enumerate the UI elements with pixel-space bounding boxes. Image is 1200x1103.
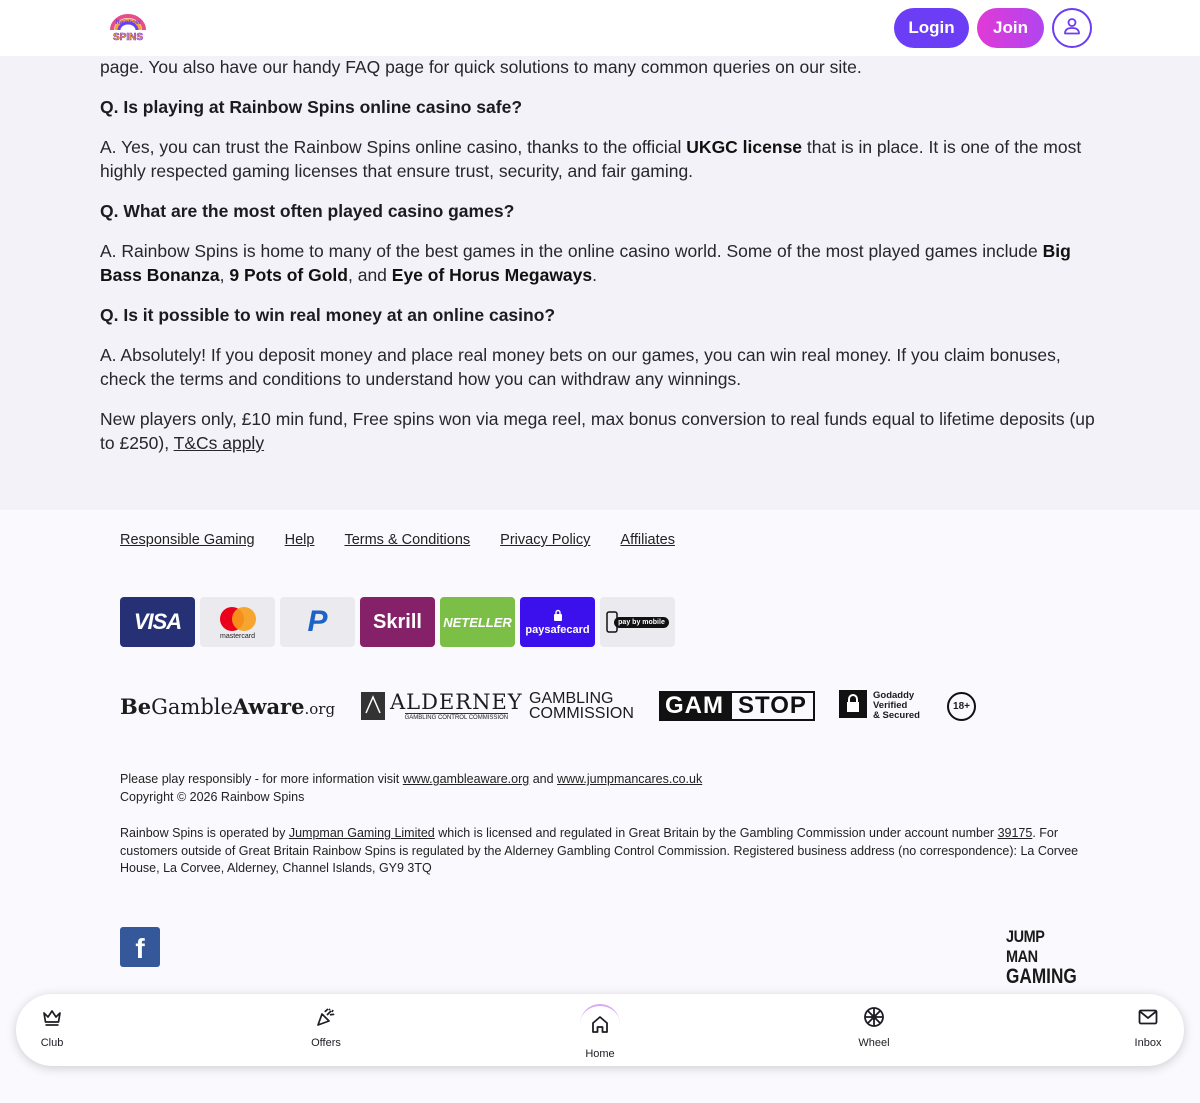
- legal-text: Rainbow Spins is operated by Jumpman Gaming Limited which is licensed and regulated in Great Britain by the Gambling Commission under account number 39175. For customers outside of Great Britain Rainbow Spins is regulated by the Alderney Gambling Control Commission. Registered business address (no correspondence): La Corvee House, La Corvee, Alderney, Channel Islands, GY9 3TQ: [120, 826, 1079, 875]
- mastercard-logo: mastercard: [200, 597, 275, 647]
- license-number-link[interactable]: 39175: [997, 826, 1033, 840]
- gambleaware-link[interactable]: www.gambleaware.org: [402, 772, 530, 786]
- copyright: Copyright © 2026 Rainbow Spins: [120, 790, 305, 804]
- top-header: [0, 0, 1200, 56]
- godaddy-verified-logo[interactable]: Godaddy Verified & Secured: [839, 690, 920, 722]
- payment-methods: [120, 597, 675, 647]
- mail-icon: [1137, 1006, 1159, 1037]
- home-bubble: [580, 1004, 620, 1044]
- promo-terms: New players only, £10 min fund, Free spins won via mega reel, max bonus conversion to real funds equal to lifetime deposits (up to £250), T&Cs apply: [100, 409, 1095, 453]
- visa-logo: VISA: [120, 597, 195, 647]
- party-popper-icon: [315, 1006, 337, 1037]
- paysafecard-logo: paysafecard: [520, 597, 595, 647]
- nav-inbox[interactable]: Inbox: [1113, 1006, 1183, 1049]
- faq-question-safe: Q. Is playing at Rainbow Spins online casino safe?: [100, 97, 523, 117]
- regulator-logos: [120, 690, 980, 722]
- nav-wheel[interactable]: Wheel: [839, 1006, 909, 1049]
- nav-home[interactable]: Home: [565, 1004, 635, 1060]
- user-icon: [1062, 16, 1082, 41]
- footer-link-responsible-gaming[interactable]: Responsible Gaming: [120, 532, 255, 548]
- gambling-commission-logo[interactable]: GAMBLING COMMISSION: [529, 690, 634, 722]
- footer-link-privacy[interactable]: Privacy Policy: [500, 532, 591, 548]
- jumpman-gaming-logo: JUMP MAN GAMING: [1006, 927, 1077, 988]
- nav-offers[interactable]: Offers: [291, 1006, 361, 1049]
- jumpmancares-link[interactable]: www.jumpmancares.co.uk: [557, 772, 703, 786]
- faq-question-real-money: Q. Is it possible to win real money at an online casino?: [100, 305, 556, 325]
- wheel-icon: [863, 1006, 885, 1037]
- skrill-logo: Skrill: [360, 597, 435, 647]
- responsible-gambling-text: Please play responsibly - for more information visit www.gambleaware.org and www.jumpmancares.co.uk Copyright © 2026 Rainbow Spins: [120, 772, 703, 804]
- tcs-apply-link[interactable]: T&Cs apply: [173, 433, 265, 453]
- gamstop-logo[interactable]: GAM STOP: [659, 690, 815, 722]
- footer-link-terms[interactable]: Terms & Conditions: [344, 532, 471, 548]
- faq-answer-safe: A. Yes, you can trust the Rainbow Spins online casino, thanks to the official UKGC license that is in place. It is one of the most highly respected gaming licenses that ensure trust, security, and fair gaming.: [100, 137, 1082, 181]
- facebook-icon[interactable]: f: [120, 927, 160, 967]
- faq-question-games: Q. What are the most often played casino games?: [100, 201, 515, 221]
- home-icon: [589, 1013, 611, 1038]
- account-button[interactable]: [1052, 8, 1092, 48]
- svg-text:Rainbow: Rainbow: [115, 20, 141, 26]
- neteller-logo: NETELLER: [440, 597, 515, 647]
- footer-links: [120, 532, 675, 548]
- crown-icon: [41, 1006, 63, 1037]
- pay-by-mobile-logo: pay by mobile: [600, 597, 675, 647]
- join-button[interactable]: Join: [977, 8, 1044, 48]
- bottom-navigation: [16, 994, 1184, 1066]
- login-button[interactable]: Login: [894, 8, 969, 48]
- footer-link-affiliates[interactable]: Affiliates: [620, 532, 675, 548]
- jumpman-gaming-link[interactable]: Jumpman Gaming Limited: [288, 826, 435, 840]
- age-18-plus-badge: 18+: [947, 690, 976, 722]
- alderney-logo[interactable]: ALDERNEY GAMBLING CONTROL COMMISSION: [360, 690, 523, 722]
- nav-club[interactable]: Club: [17, 1006, 87, 1049]
- begambleaware-logo[interactable]: BeGambleAware.org: [120, 693, 336, 719]
- faq-intro-tail: page. You also have our handy FAQ page for quick solutions to many common queries on our site.: [100, 57, 862, 77]
- rainbow-spins-logo[interactable]: [108, 12, 148, 44]
- faq-answer-real-money: A. Absolutely! If you deposit money and place real money bets on our games, you can win real money. If you claim bonuses, check the terms and conditions to understand how you can withdraw any winnings.: [100, 345, 1061, 389]
- faq-answer-games: A. Rainbow Spins is home to many of the best games in the online casino world. Some of the most played games include Big Bass Bonanza, 9 Pots of Gold, and Eye of Horus Megaways.: [100, 241, 1071, 285]
- paypal-logo: P: [280, 597, 355, 647]
- lock-icon: [553, 609, 563, 624]
- faq-section: [0, 0, 1200, 510]
- padlock-icon: [839, 690, 867, 723]
- svg-text:SPINS: SPINS: [112, 32, 144, 43]
- footer-link-help[interactable]: Help: [284, 532, 315, 548]
